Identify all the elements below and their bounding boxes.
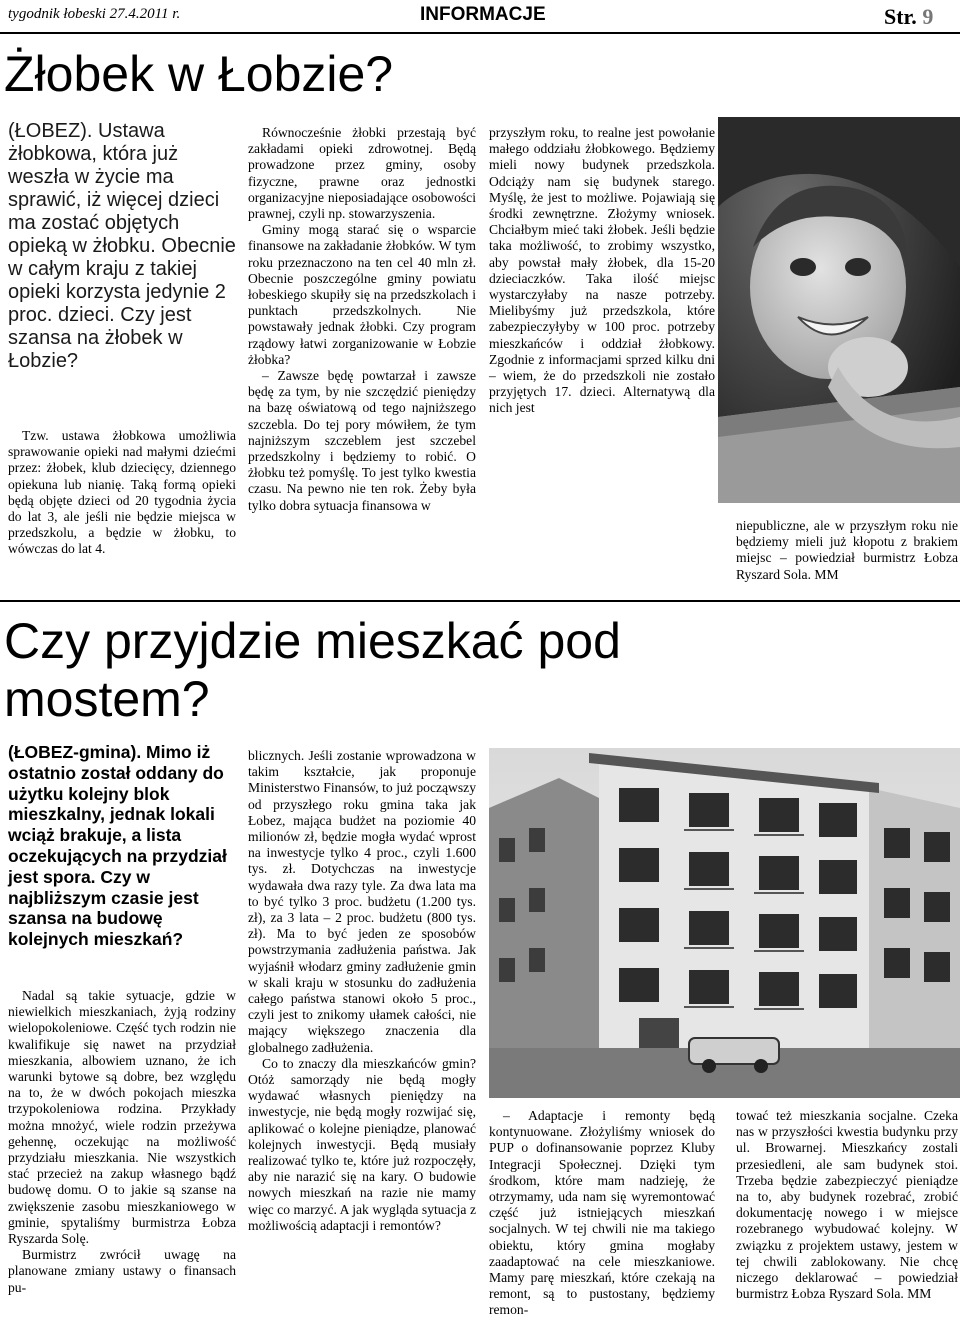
article1-title: Żłobek w Łobzie? — [4, 46, 394, 102]
header-rule — [0, 32, 960, 34]
article2-col3 — [489, 1108, 715, 1319]
photo-building-icon — [489, 748, 960, 1098]
paragraph: tować też mieszkania socjalne. Czeka nas w przyszłości kwestia budynku przy ul. Browarnej. Mieszkańcy zostali przesiedleni, ale sam budynek stoi. Trzeba będzie zabezpieczyć pieniądze na to, aby budynek rozebrać, zrobić dokumentację nowego i w miejsce rozebranego wybudować kolejny. W związku z projektem ustawy, jestem w tej chwili zablokowany. Nie chcę niczego deklarować – powiedział burmistrz Łobza Ryszard Sola. MM — [736, 1108, 958, 1302]
paragraph: Co to znaczy dla mieszkańców gmin? Otóż samorządy nie będą mogły wydawać własnych pieniędzy na inwestycje, nie będą mogły rozwijać się, aplikować o kolejne pieniądze, planować kolejnych inwestycji. Będą musiały realizować tylko te, które już rozpoczęły, aby nie narazić się na kary. O budowie nowych mieszkań na razie nie mamy więc co marzyć. A jak wygląda sytuacja z możliwością adaptacji i remontów? — [248, 1055, 476, 1233]
article2-col1 — [8, 988, 236, 1296]
paragraph: – Adaptacje i remonty będą kontynuowane. Złożyliśmy wniosek do PUP o dofinansowanie poprzez Kluby Integracji Społecznej. Dzięki tym środkom, które mam nadzieję, że otrzymamy, uda nam się wyremontować część już istniejących mieszkań socjalnych. W tej chwili nie ma takiego obiektu, który gmina mogłaby zaadaptować na cele mieszkaniowe. Mamy parę mieszkań, które czekają na remont, są to pustostany, będziemy remon- — [489, 1108, 715, 1318]
paragraph: niepubliczne, ale w przyszłym roku nie będziemy mieli już kłopotu z brakiem miejsc – powiedział burmistrz Łobza Ryszard Sola. MM — [736, 518, 958, 582]
paragraph: Tzw. ustawa żłobkowa umożliwia sprawowanie opieki nad małymi dziećmi przez: żłobek, klub dziecięcy, dziennego opiekuna lub nianię. Taką formą opieki będą objęte dzieci od 20 tygodnia życia do lat 3, ale jeśli nie będzie miejsca w przedszkolu, a będzie w żłobku, to wówczas do lat 4. — [8, 428, 236, 557]
paragraph: przyszłym roku, to realne jest powołanie małego oddziału żłobkowego. Będziemy mieli nowy budynek przedszkola. Odciąży nam się budynek starego. Myślę, że jest to możliwe. Pojawiają się środki zewnętrzne. Złożymy wniosek. Chciałbym mieć taki żłobek. Jeśli będzie taka możliwość, to zrobimy wszystko, aby powstał mały żłobek, dla 15-20 dzieciaczków. Taka ilość miejsc wystarczyłaby na nasze potrzeby. Mielibyśmy już przedszkola, które zabezpieczyłyby w 100 proc. potrzeby mieszkańców i oddział żłobkowy. Zgodnie z informacjami sprzed kilku dni – wiem, że do przedszkoli nie zostało przyjętych 17. dzieci. Alternatywą dla nich jest — [489, 125, 715, 416]
paragraph: Burmistrz zwrócił uwagę na planowane zmiany ustawy o finansach pu- — [8, 1247, 236, 1295]
page-num-value: 9 — [922, 4, 934, 29]
paragraph: – Zawsze będę powtarzał i zawsze będę za tym, by nie szczędzić pieniędzy na bazę oświatową od tego najniższego szczebla. Do tej pory mówiłem, że tym najniższym szczeblem jest szczebel przedszkolny i będziemy to robić. O żłobku też pomyślę. To jest tylko kwestia czasu. Na pewno nie ten rok. Żeby była tylko dobra sytuacja finansowa w — [248, 368, 476, 513]
photo-child-icon — [718, 117, 960, 503]
page-number — [884, 4, 933, 30]
article-divider — [0, 600, 960, 602]
article1-col1 — [8, 428, 236, 558]
article1-col2 — [248, 125, 476, 514]
page-prefix: Str. — [884, 4, 917, 29]
paragraph: Gminy mogą starać się o wsparcie finansowe na zakładanie żłobków. W tym roku przeznaczono na ten cel 40 mln zł. Obecnie poszczególne gminy powiatu łobeskiego skupiły się na przedszkolach i punktach przedszkolnych. Nie powstawały jednak żłobki. Czy program rządowy łatwi zorganizowanie w Łobzie żłobka? — [248, 222, 476, 367]
article1-lead: (ŁOBEZ). Ustawa żłobkowa, która już weszła w życie ma sprawić, iż więcej dzieci ma zostać objętych opieką w żłobku. Obecnie w całym kraju z takiej opieki korzysta jedynie 2 proc. dzieci. Czy jest szansa na żłobek w Łobzie? — [8, 120, 236, 372]
article2-title: Czy przyjdzie mieszkać pod mostem? — [4, 613, 621, 727]
paragraph: Równocześnie żłobki przestają być zakładami opieki zdrowotnej. Będą prowadzone przez gminy, osoby fizyczne, prawne oraz jednostki organizacyjne nieposiadające osobowości prawnej, czyli np. stowarzyszenia. — [248, 125, 476, 222]
paragraph: blicznych. Jeśli zostanie wprowadzona w takim kształcie, jak proponuje Ministerstwo Finansów, to już począwszy od przyszłego roku gmina taka jak Łobez, mająca budżet na poziomie 40 milionów zł, będzie mogła wydać wprost na inwestycje tylko 4 proc., czyli 1.600 tys. zł. Dotychczas na inwestycje wydawała dwa razy tyle. Za dwa lata ma to być tylko 3 proc. budżetu (1.200 tys. zł), za 3 lata – 2 proc. budżetu (800 tys. zł). Ma to być jeden ze sposobów powstrzymania zadłużenia państwa. Jak wyjaśnił włodarz gminy zadłużenie gmin w skali kraju w stosunku do zadłużenia całego państwa stanowi około 5 proc., czyli jest to znikomy ułamek całości, nie mający większego znaczenia dla globalnego zadłużenia. — [248, 748, 476, 1055]
article1-col3 — [489, 125, 715, 417]
section-title: INFORMACJE — [420, 4, 546, 25]
article2-col2 — [248, 748, 476, 1234]
newspaper-name: tygodnik łobeski 27.4.2011 r. — [8, 6, 181, 22]
article1-col4 — [736, 518, 958, 583]
paragraph: Nadal są takie sytuacje, gdzie w niewielkich mieszkaniach, żyją rodziny wielopokoleniowe. Część tych rodzin nie kwalifikuje się nawet na przydział mieszkania, albowiem uznano, że ich warunki bytowe są dobre, bez względu na to, że w dwóch pokojach mieszka trzypokoleniowa rodzina. Przykłady można mnożyć, wiele rodzin przeżywa gehennę, oczekując na możliwość przydziału mieszkania. Nie wszystkich stać przecież na zakup własnego bądź budowę domu. O to jakie są szanse na zwiększenie zasobu mieszkaniowego w gminie, spytaliśmy burmistrza Łobza Ryszarda Solę. — [8, 988, 236, 1247]
article2-lead: (ŁOBEZ-gmina). Mimo iż ostatnio został oddany do użytku kolejny blok mieszkalny, jednak lokali wciąż brakuje, a lista oczekujących na przydział jest spora. Czy w najbliższym czasie jest szansa na budowę kolejnych mieszkań? — [8, 742, 227, 950]
article2-col4 — [736, 1108, 958, 1302]
